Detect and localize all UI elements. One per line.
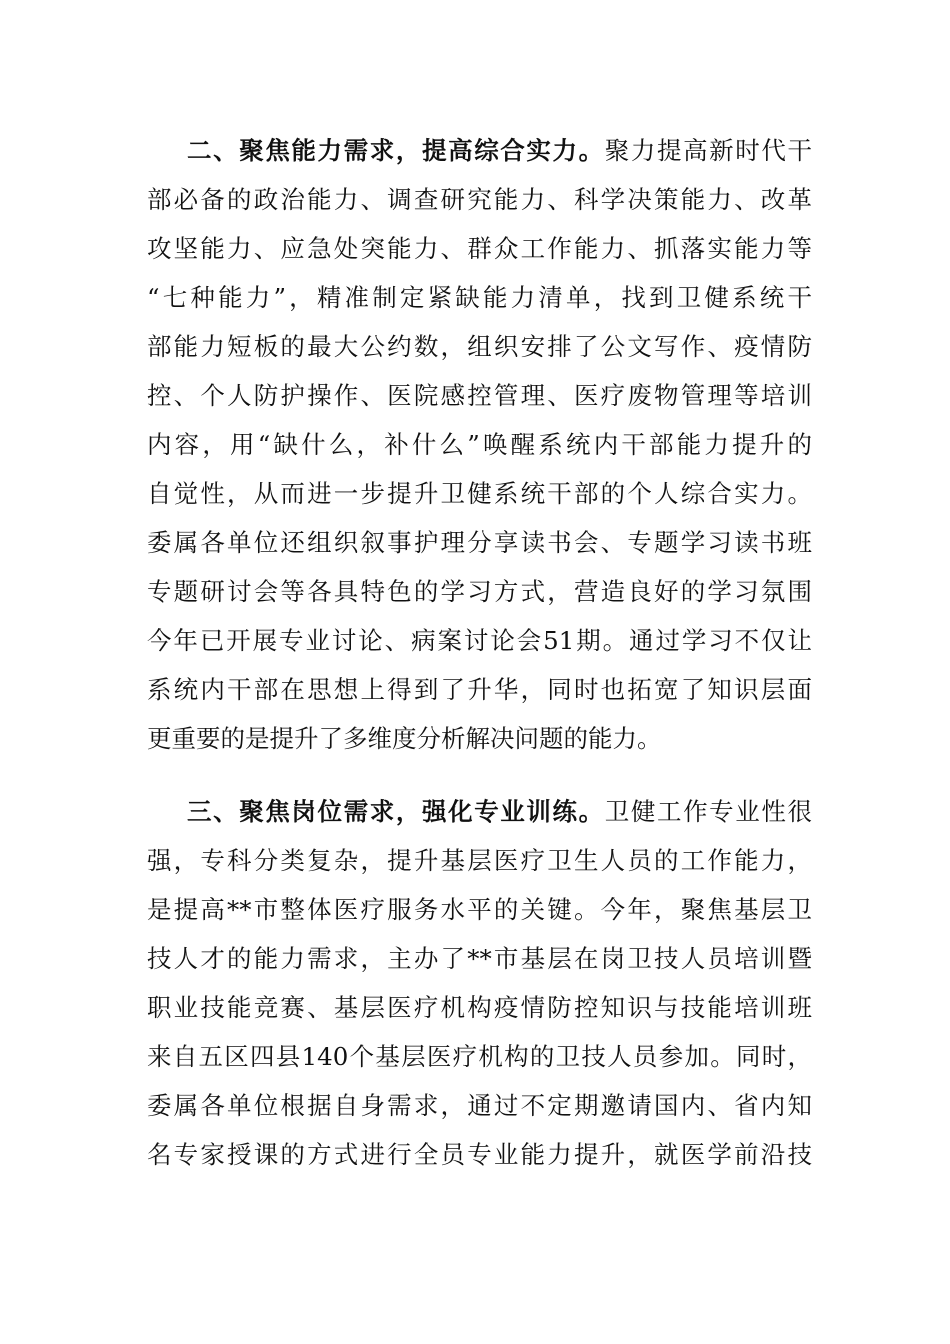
section-2-line: 部能力短板的最大公约数，组织安排了公文写作、疫情防 bbox=[147, 332, 812, 361]
section-3-line: 来自五区四县140个基层医疗机构的卫技人员参加。同时， bbox=[147, 1042, 812, 1071]
section-3-line: 职业技能竞赛、基层医疗机构疫情防控知识与技能培训班 bbox=[147, 993, 812, 1022]
section-2-line: 攻坚能力、应急处突能力、群众工作能力、抓落实能力等 bbox=[147, 234, 812, 263]
section-2-line: 部必备的政治能力、调查研究能力、科学决策能力、改革 bbox=[147, 185, 812, 214]
section-3-line: 名专家授课的方式进行全员专业能力提升，就医学前沿技 bbox=[147, 1140, 812, 1169]
section-2-line: 今年已开展专业讨论、病案讨论会51期。通过学习不仅让 bbox=[147, 626, 812, 655]
section-3-first-line bbox=[147, 787, 812, 836]
section-2-line: 系统内干部在思想上得到了升华，同时也拓宽了知识层面 bbox=[147, 675, 812, 704]
section-2-line: “七种能力”，精准制定紧缺能力清单，找到卫健系统干 bbox=[147, 283, 812, 312]
section-2-line: 委属各单位还组织叙事护理分享读书会、专题学习读书班 bbox=[147, 528, 812, 557]
section-2-first-line bbox=[147, 126, 812, 175]
section-3-first-line-text: 卫健工作专业性很 bbox=[604, 797, 812, 826]
paragraph-gap bbox=[147, 763, 812, 787]
section-2-line: 控、个人防护操作、医院感控管理、医疗废物管理等培训 bbox=[147, 381, 812, 410]
section-3-heading: 三、聚焦岗位需求，强化专业训练。 bbox=[187, 797, 605, 826]
section-3-line: 是提高**市整体医疗服务水平的关键。今年，聚焦基层卫 bbox=[147, 895, 812, 924]
section-2-first-line-text: 聚力提高新时代干 bbox=[604, 136, 812, 165]
section-2-heading: 二、聚焦能力需求，提高综合实力。 bbox=[187, 136, 605, 165]
section-3-line: 技人才的能力需求，主办了**市基层在岗卫技人员培训暨 bbox=[147, 944, 812, 973]
document-body bbox=[147, 126, 812, 1179]
section-2-line: 专题研讨会等各具特色的学习方式，营造良好的学习氛围 bbox=[147, 577, 812, 606]
section-2-last-line: 更重要的是提升了多维度分析解决问题的能力。 bbox=[147, 724, 662, 753]
section-2-line: 内容，用“缺什么，补什么”唤醒系统内干部能力提升的 bbox=[147, 430, 812, 459]
section-3-line: 委属各单位根据自身需求，通过不定期邀请国内、省内知 bbox=[147, 1091, 812, 1120]
section-2-line: 自觉性，从而进一步提升卫健系统干部的个人综合实力。 bbox=[147, 479, 812, 508]
section-3-line: 强，专科分类复杂，提升基层医疗卫生人员的工作能力， bbox=[147, 846, 812, 875]
